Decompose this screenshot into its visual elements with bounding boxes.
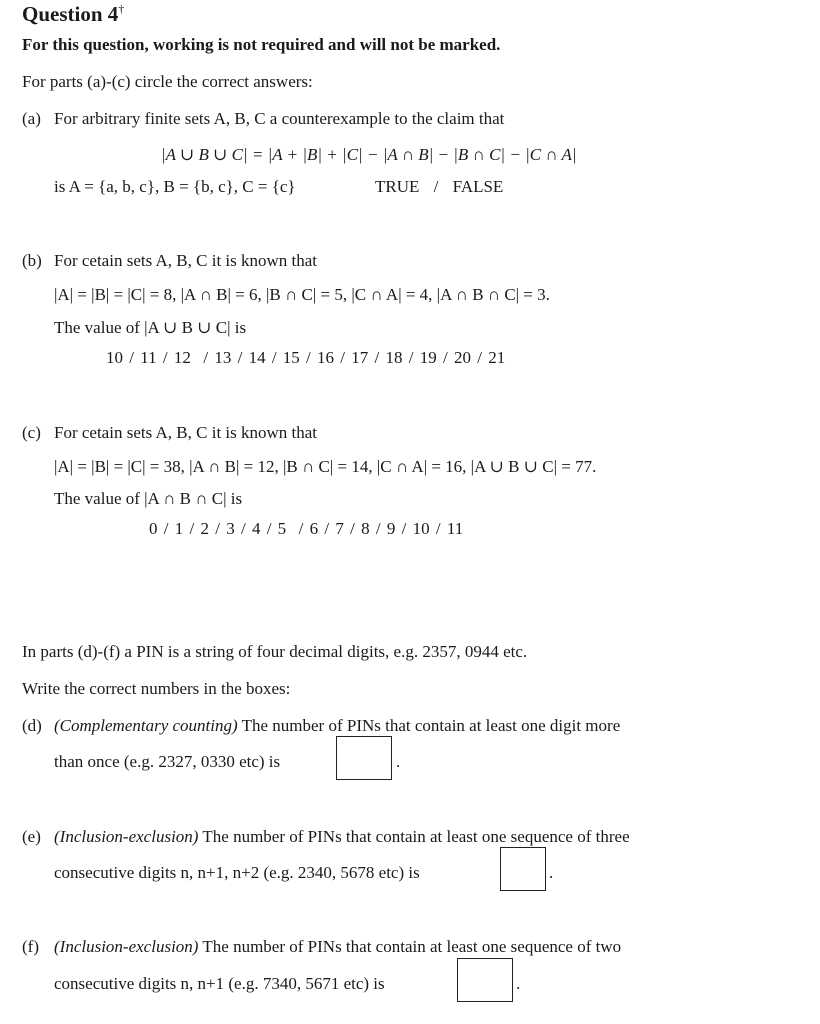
- choice-option[interactable]: 10: [412, 519, 430, 538]
- part-d-text2: than once (e.g. 2327, 0330 etc) is: [54, 752, 281, 771]
- part-f-text2: consecutive digits n, n+1 (e.g. 7340, 5671 etc) is: [54, 974, 385, 993]
- part-a-label: (a): [22, 109, 41, 128]
- part-e-line1: [54, 827, 630, 847]
- choice-option[interactable]: 6: [309, 519, 319, 538]
- question-title-text: Question 4: [22, 2, 119, 26]
- choice-option[interactable]: 17: [351, 348, 369, 367]
- choice-option[interactable]: 3: [226, 519, 235, 538]
- part-d-period: .: [396, 752, 401, 771]
- choice-true[interactable]: TRUE: [375, 177, 420, 196]
- part-b-given: |A| = |B| = |C| = 8, |A ∩ B| = 6, |B ∩ C| = 5, |C ∩ A| = 4, |A ∩ B ∩ C| = 3.: [54, 285, 550, 304]
- part-c-given: |A| = |B| = |C| = 38, |A ∩ B| = 12, |B ∩ C| = 14, |C ∩ A| = 16, |A ∪ B ∪ C| = 77.: [54, 457, 597, 476]
- choice-option[interactable]: 2: [200, 519, 209, 538]
- choice-option[interactable]: 4: [251, 519, 261, 538]
- part-c-text: For cetain sets A, B, C it is known that: [54, 423, 318, 442]
- part-b-question: The value of |A ∪ B ∪ C| is: [54, 318, 247, 337]
- choice-separator: /: [433, 177, 439, 196]
- part-d-line1: [54, 716, 620, 736]
- part-e-topic: (Inclusion-exclusion): [54, 827, 199, 846]
- part-a-choices: [375, 177, 503, 197]
- part-e-text2: consecutive digits n, n+1, n+2 (e.g. 2340, 5678 etc) is: [54, 863, 420, 882]
- choice-option[interactable]: 8: [361, 519, 370, 538]
- instruction-note: For this question, working is not required and will not be marked.: [22, 35, 501, 54]
- part-e-answer-box[interactable]: [500, 847, 546, 891]
- choice-option[interactable]: 18: [385, 348, 403, 367]
- part-e-text1: The number of PINs that contain at least one sequence of three: [202, 827, 630, 846]
- part-a-example: is A = {a, b, c}, B = {b, c}, C = {c}: [54, 177, 296, 196]
- choice-option[interactable]: 10: [106, 348, 123, 367]
- choice-option[interactable]: 5: [277, 519, 287, 538]
- question-title: [22, 2, 124, 27]
- part-f-text1: The number of PINs that contain at least one sequence of two: [202, 937, 622, 956]
- part-e-label: (e): [22, 827, 41, 846]
- choice-option[interactable]: 11: [140, 348, 157, 367]
- choice-option[interactable]: 13: [214, 348, 232, 367]
- part-d-label: (d): [22, 716, 42, 735]
- part-b-text: For cetain sets A, B, C it is known that: [54, 251, 318, 270]
- choice-option[interactable]: 21: [488, 348, 506, 367]
- choice-option[interactable]: 19: [419, 348, 437, 367]
- part-c-label: (c): [22, 423, 41, 442]
- part-a-formula: |A ∪ B ∪ C| = |A + |B| + |C| − |A ∩ B| − |B ∩ C| − |C ∩ A|: [161, 145, 577, 164]
- choice-false[interactable]: FALSE: [452, 177, 504, 196]
- part-f-label: (f): [22, 937, 39, 956]
- part-e-period: .: [549, 863, 554, 882]
- choice-option[interactable]: 1: [174, 519, 184, 538]
- part-f-period: .: [516, 974, 521, 993]
- choice-option[interactable]: 9: [386, 519, 396, 538]
- part-f-line1: [54, 937, 621, 957]
- choice-option[interactable]: 14: [248, 348, 266, 367]
- part-b-choices: 10 / 11 / 12 / 13 / 14 / 15 / 16 / 17 / 18 / 19 / 20 / 21: [106, 348, 506, 367]
- choice-option[interactable]: 12: [173, 348, 191, 367]
- choice-option[interactable]: 7: [335, 519, 344, 538]
- choice-option[interactable]: 20: [453, 348, 471, 367]
- part-a-text: For arbitrary finite sets A, B, C a counterexample to the claim that: [54, 109, 505, 128]
- part-c-choices: 0 / 1 / 2 / 3 / 4 / 5 / 6 / 7 / 8 / 9 / 10 / 11: [149, 519, 464, 538]
- choice-option[interactable]: 16: [317, 348, 335, 367]
- part-d-answer-box[interactable]: [336, 736, 392, 780]
- part-f-answer-box[interactable]: [457, 958, 513, 1002]
- part-d-topic: (Complementary counting): [54, 716, 238, 735]
- choice-option[interactable]: 11: [446, 519, 464, 538]
- part-b-label: (b): [22, 251, 42, 270]
- part-c-question: The value of |A ∩ B ∩ C| is: [54, 489, 243, 508]
- choice-option[interactable]: 0: [149, 519, 158, 538]
- write-instruction: Write the correct numbers in the boxes:: [22, 679, 291, 698]
- part-d-text1: The number of PINs that contain at least one digit more: [241, 716, 621, 735]
- part-f-topic: (Inclusion-exclusion): [54, 937, 199, 956]
- intro-pin-definition: In parts (d)-(f) a PIN is a string of four decimal digits, e.g. 2357, 0944 etc.: [22, 642, 528, 661]
- dagger-mark: †: [118, 2, 125, 16]
- choice-option[interactable]: 15: [282, 348, 300, 367]
- intro-abc: For parts (a)-(c) circle the correct answers:: [22, 72, 313, 91]
